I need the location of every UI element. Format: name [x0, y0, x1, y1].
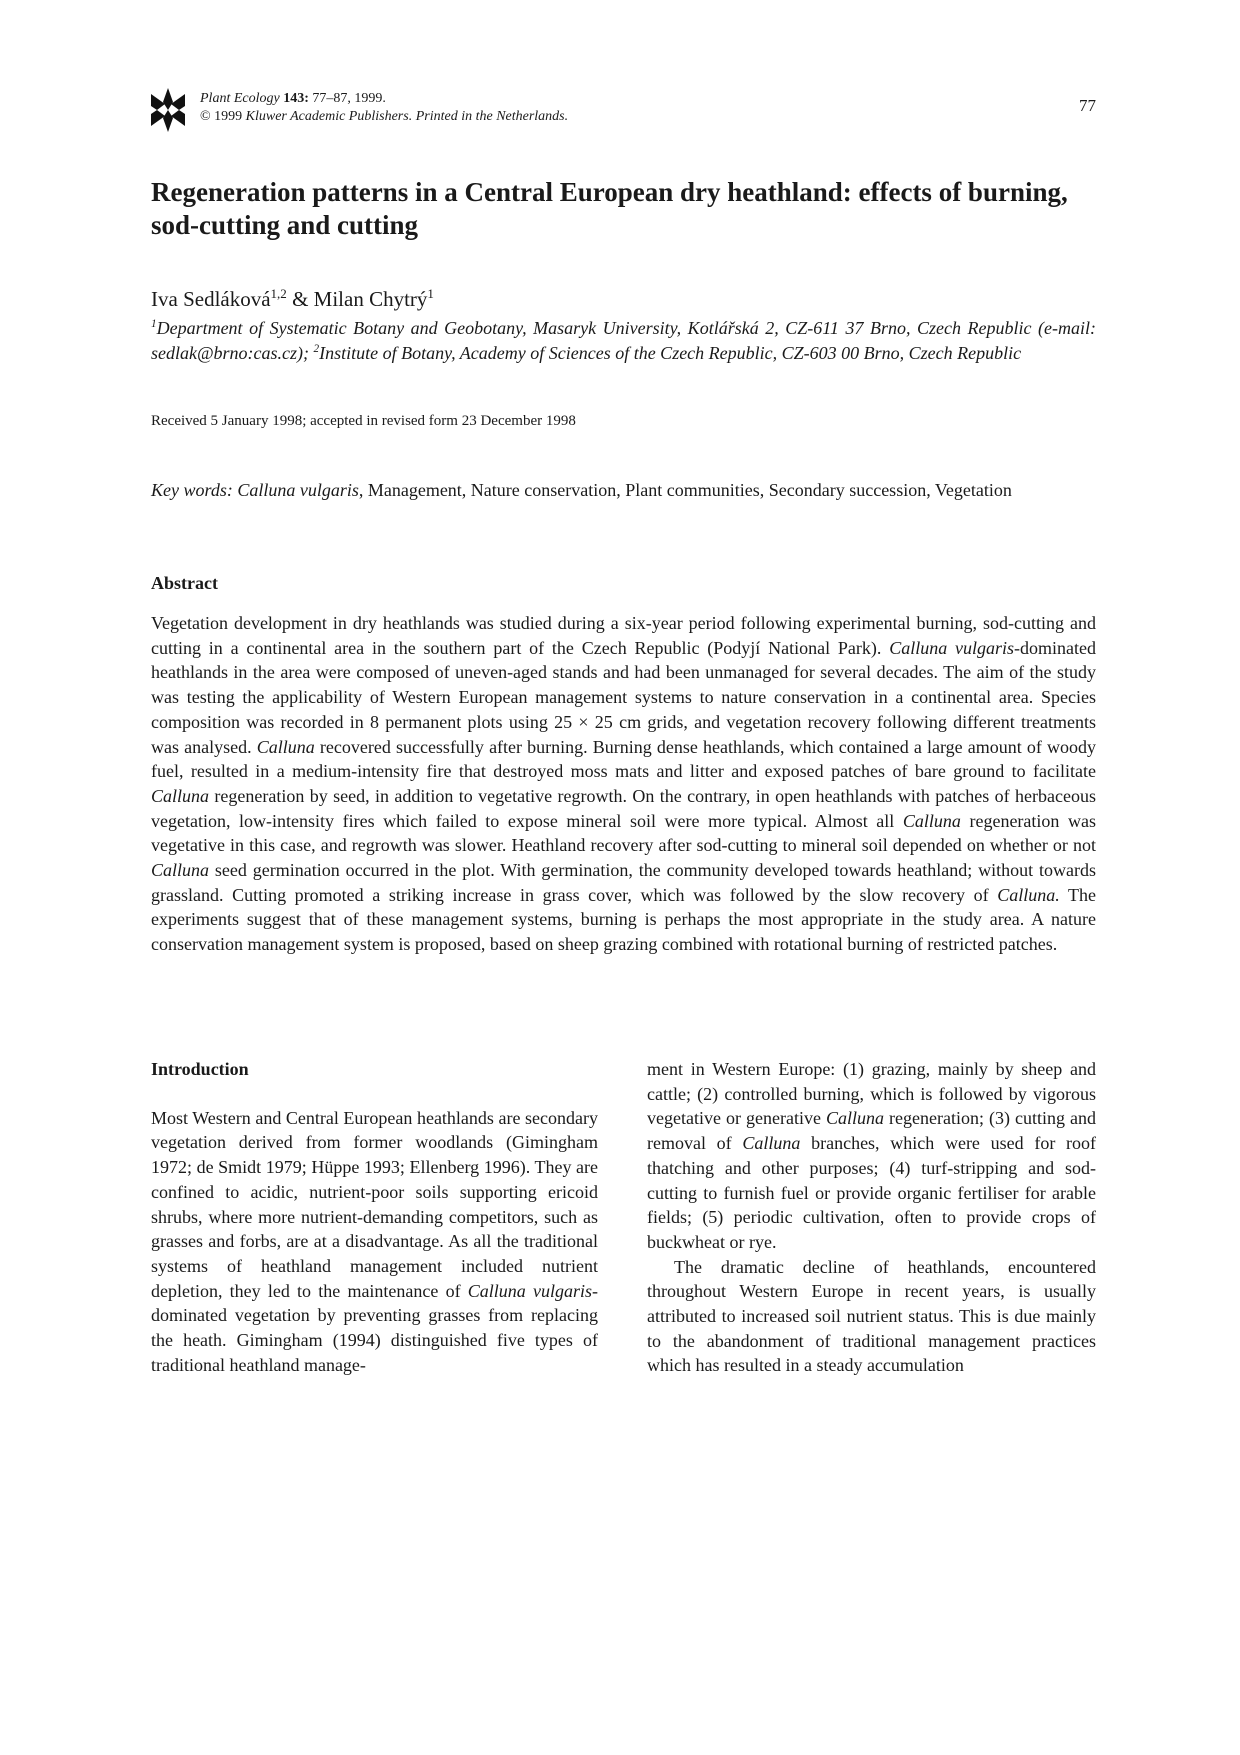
affiliation-marker: 2: [313, 342, 320, 355]
author-list: [151, 286, 434, 312]
body-column-left: [151, 1057, 598, 1377]
received-date: Received 5 January 1998; accepted in revised form 23 December 1998: [151, 413, 576, 429]
body-segment: ment in Western Europe: (1) grazing, mainly by sheep and cattle; (2) controlled burning, which is followed by vigorous vegetative or generative: [647, 1059, 1096, 1129]
introduction-heading: Introduction: [151, 1059, 249, 1079]
copyright-year: 1999: [214, 109, 243, 124]
abstract-text: [151, 611, 1096, 957]
body-segment: Most Western and Central European heathlands are secondary vegetation derived from former woodlands (Gimingham 1972; de Smidt 1979; Hüppe 1993; Ellenberg 1996). They are confined to acidic, nutrient-poor soils supporting ericoid shrubs, where more nutrient-demanding competitors, such as grasses and forbs, are at a disadvantage. As all the traditional systems of heathland management included nutrient depletion, they led to the maintenance of: [151, 1107, 598, 1301]
journal-citation: [200, 90, 568, 126]
abstract-segment: seed germination occurred in the plot. With germination, the community developed towards heathland; without towards grassland. Cutting promoted a striking increase in grass cover, which was followed by the slow recovery of: [151, 860, 1096, 905]
body-segment: regeneration; (3) cutting and removal of: [647, 1108, 1096, 1154]
printed-note: Printed in the Netherlands.: [415, 109, 569, 124]
abstract-segment: Calluna: [256, 736, 315, 757]
affiliation-text: Institute of Botany, Academy of Sciences of the Czech Republic, CZ-603 00 Brno, Czech Republic: [319, 342, 1022, 363]
abstract-segment: regeneration was vegetative in this case, and regrowth was slower. Heathland recovery after sod-cutting to mineral soil depended on whether or not: [151, 810, 1096, 856]
author-affiliation-marker: 1,2: [270, 286, 287, 301]
body-paragraph: The dramatic decline of heathlands, encountered throughout Western Europe in recent years, is usually attributed to increased soil nutrient status. This is due mainly to the abandonment of traditional management practices which has resulted in a steady accumulation: [647, 1256, 1096, 1376]
journal-volume: 143:: [283, 91, 309, 106]
author-affiliation-marker: 1: [427, 286, 434, 301]
journal-pages-year: 77–87, 1999.: [312, 91, 386, 106]
body-segment: Calluna vulgaris: [467, 1280, 592, 1301]
body-segment: branches, which were used for roof thatching and other purposes; (4) turf-stripping and sod-cutting to furnish fuel or provide organic fertiliser for arable fields; (5) periodic cultivation, often to provide crops of buckwheat or rye.: [647, 1133, 1096, 1252]
abstract-segment: Calluna.: [997, 884, 1060, 905]
keywords-list: , Management, Nature conservation, Plant communities, Secondary succession, Vegetation: [358, 480, 1012, 500]
publisher: Kluwer Academic Publishers.: [245, 109, 413, 124]
copyright-symbol: ©: [200, 109, 211, 124]
abstract-heading: Abstract: [151, 573, 218, 593]
author-separator: &: [292, 287, 309, 311]
affiliation-text: Department of Systematic Botany and Geobotany, Masaryk University, Kotlářská 2, CZ-611 37 Brno, Czech Republic (e-mail: sedlak@brno:cas.cz);: [151, 318, 1096, 363]
affiliation-marker: 1: [151, 318, 157, 330]
abstract-segment: Calluna vulgaris: [889, 637, 1015, 658]
author-name: Milan Chytrý: [313, 287, 428, 311]
body-segment: Calluna: [742, 1133, 801, 1154]
body-paragraph: [647, 1057, 1096, 1255]
keywords: [151, 478, 1096, 503]
author-name: Iva Sedláková: [151, 287, 271, 311]
abstract-segment: recovered successfully after burning. Burning dense heathlands, which contained a large amount of woody fuel, resulted in a medium-intensity fire that destroyed moss mats and litter and exposed patches of bare ground to facilitate: [151, 736, 1096, 782]
paper-title: Regeneration patterns in a Central European dry heathland: effects of burning, sod-cutting and cutting: [151, 177, 1068, 240]
page-number: 77: [1079, 96, 1096, 115]
body-paragraph: [151, 1106, 598, 1378]
abstract-segment: The experiments suggest that of these management systems, burning is perhaps the most appropriate in the study area. A nature conservation management system is proposed, based on sheep grazing combined with rotational burning of restricted patches.: [151, 884, 1096, 955]
journal-name: Plant Ecology: [200, 91, 280, 106]
kluwer-logo-icon: [151, 88, 185, 132]
running-header: [151, 88, 1096, 132]
body-segment: Calluna: [825, 1108, 884, 1129]
keyword-species: Calluna vulgaris: [237, 480, 359, 500]
keywords-label: Key words:: [151, 480, 233, 500]
abstract-segment: -dominated heathlands in the area were composed of uneven-aged stands and had been unmanaged for several decades. The aim of the study was testing the applicability of Western European management systems to nature conservation in a continental area. Species composition was recorded in 8 permanent plots using 25 × 25 cm grids, and vegetation recovery following different treatments was analysed.: [151, 637, 1096, 757]
abstract-segment: Calluna: [902, 810, 961, 831]
abstract-segment: Calluna: [151, 860, 210, 881]
body-segment: -dominated vegetation by preventing grasses from replacing the heath. Gimingham (1994) distinguished five types of traditional heathland manage-: [151, 1280, 598, 1375]
abstract-segment: Calluna: [151, 785, 210, 806]
affiliations: [151, 316, 1096, 365]
abstract-segment: Vegetation development in dry heathlands was studied during a six-year period following experimental burning, sod-cutting and cutting in a continental area in the southern part of the Czech Republic (Podyjí National Park).: [151, 613, 1096, 658]
body-column-right: [647, 1057, 1096, 1378]
abstract-segment: regeneration by seed, in addition to vegetative regrowth. On the contrary, in open heathlands with patches of herbaceous vegetation, low-intensity fires which failed to expose mineral soil were more typical. Almost all: [151, 785, 1096, 831]
